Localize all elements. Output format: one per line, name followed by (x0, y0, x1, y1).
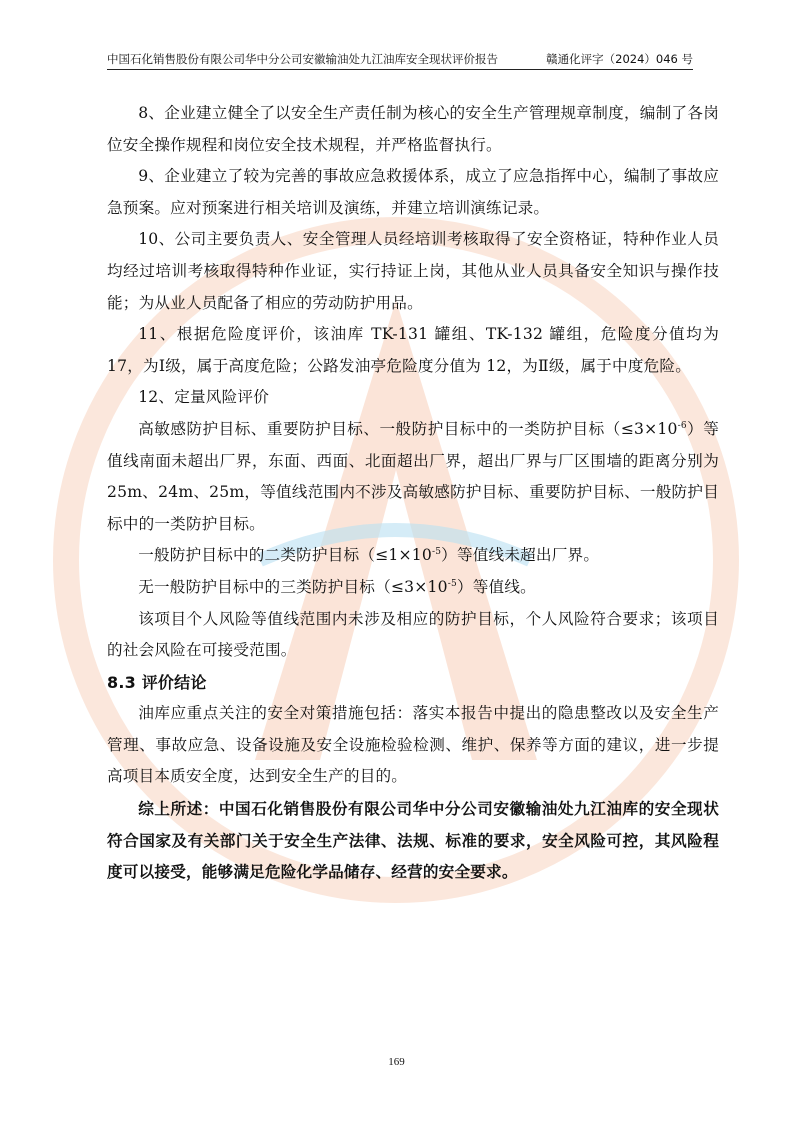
risk-paragraph-1: 高敏感防护目标、重要防护目标、一般防护目标中的一类防护目标$(\le 3\times 10^{-6})$等值线南面未超出厂界，东面、西面、北面超出厂界，超出厂界与厂区围墙的距离分别为 25m、24m、25m，等值线范围内不涉及高敏感防护目标、重要防护目标、一般防护目标中的一类防护目标。 (107, 419, 719, 533)
paragraph-9: 9、企业建立了较为完善的事故应急救援体系，成立了应急指挥中心，编制了事故应急预案。应对预案进行相关培训及演练，并建立培训演练记录。 (107, 167, 719, 217)
paragraph-8: 8、企业建立健全了以安全生产责任制为核心的安全生产管理规章制度，编制了各岗位安全操作规程和岗位安全技术规程，并严格监督执行。 (107, 104, 719, 154)
section-heading: 8.3 评价结论 (107, 672, 207, 692)
header-report-title: 中国石化销售股份有限公司华中分公司安徽输油处九江油库安全现状评价报告 (107, 52, 498, 66)
risk-paragraph-3: 无一般防护目标中的三类防护目标$(\le 3\times 10^{-5})$等值线。 (138, 577, 536, 596)
conclusion-paragraph: 综上所述：中国石化销售股份有限公司华中分公司安徽输油处九江油库的安全现状符合国家及有关部门关于安全生产法律、法规、标准的要求，安全风险可控，其风险程度可以接受，能够满足危险化学品储存、经营的安全要求。 (107, 799, 719, 882)
header-report-number: 赣通化评字（2024）046 号 (546, 52, 693, 66)
page-number: 169 (388, 1056, 405, 1068)
section-paragraph: 油库应重点关注的安全对策措施包括：落实本报告中提出的隐患整改以及安全生产管理、事故应急、设备设施及安全设施检验检测、维护、保养等方面的建议，进一步提高项目本质安全度，达到安全生产的目的。 (107, 704, 719, 786)
page-header (107, 51, 693, 70)
risk-paragraph-2: 一般防护目标中的二类防护目标$(\le 1\times 10^{-5})$等值线未超出厂界。 (138, 546, 600, 565)
paragraph-11: 11、根据危险度评价，该油库 TK-131 罐组、TK-132 罐组，危险度分值均为 17，为Ⅰ级，属于高度危险；公路发油亭危险度分值为 12，为Ⅱ级，属于中度危险。 (107, 325, 719, 375)
document-body (107, 98, 719, 888)
risk-paragraph-4: 该项目个人风险等值线范围内未涉及相应的防护目标，个人风险符合要求；该项目的社会风险在可接受范围。 (107, 609, 719, 660)
paragraph-12: 12、定量风险评价 (138, 388, 269, 407)
paragraph-10: 10、公司主要负责人、安全管理人员经培训考核取得了安全资格证，特种作业人员均经过培训考核取得特种作业证，实行持证上岗，其他从业人员具备安全知识与操作技能；为从业人员配备了相应的劳动防护用品。 (107, 230, 719, 312)
